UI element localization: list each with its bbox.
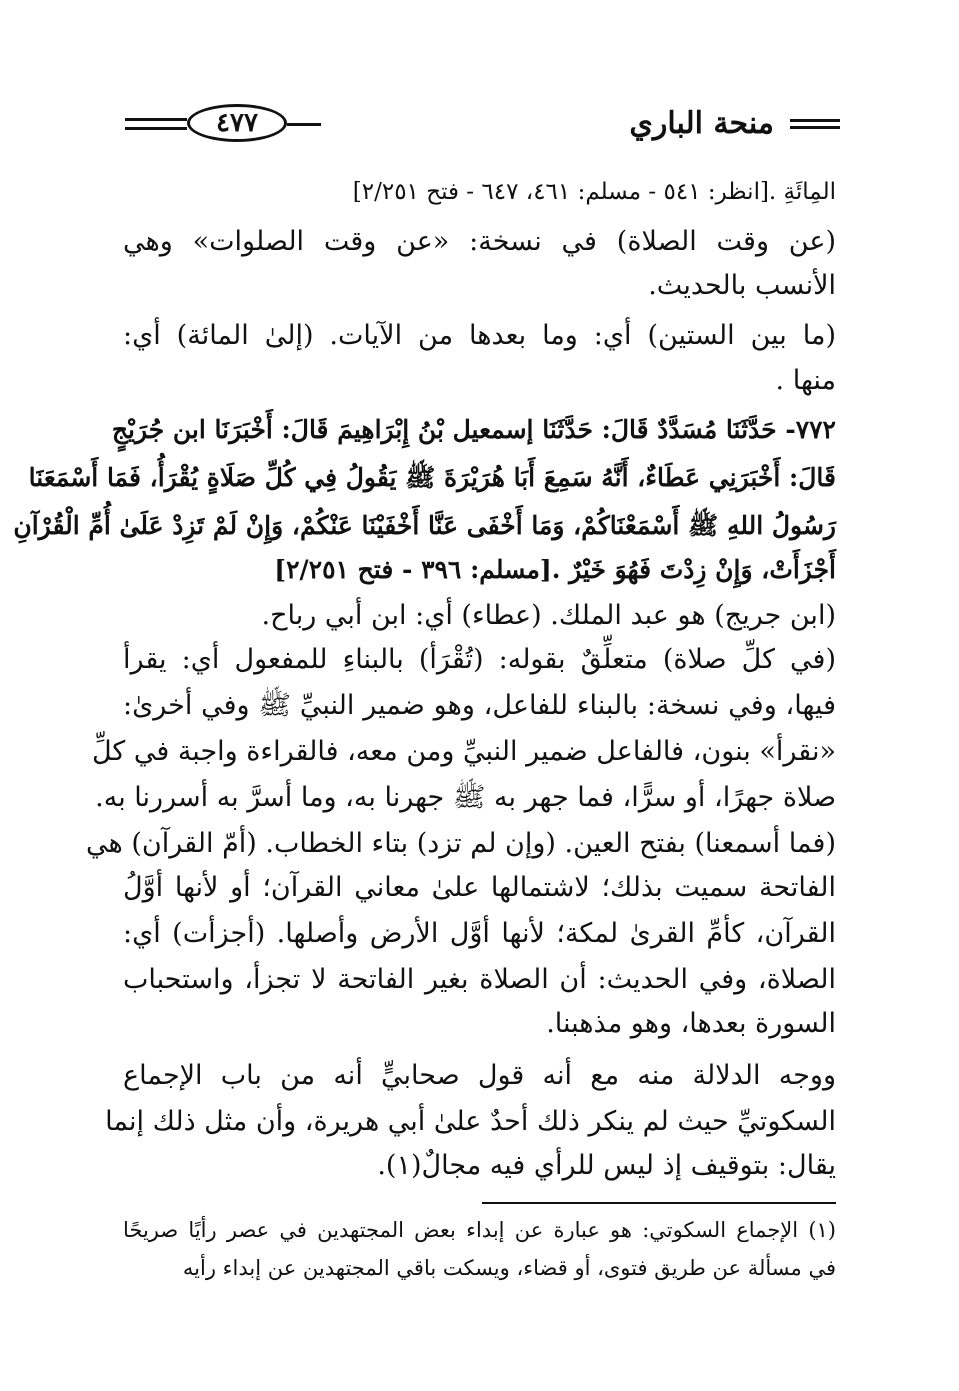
hadith-line: أَجْزَأَتْ، وَإِنْ زِدْتَ فَهُوَ خَيْرٌ .[مسلم: ٣٩٦ - فتح ٢/٢٥١] bbox=[274, 555, 836, 584]
page-number: ٤٧٧ bbox=[216, 108, 258, 138]
hadith-line: رَسُولُ اللهِ ﷺ أَسْمَعْنَاكُمْ، وَمَا أَخْفَى عَنَّا أَخْفَيْنَا عَنْكُمْ، وَإِنْ لَمْ تَزِدْ عَلَىٰ أُمِّ الْقُرْآنِ bbox=[13, 511, 836, 540]
header-rule-connector bbox=[287, 123, 321, 126]
body-line: (ما بين الستين) أي: وما بعدها من الآيات. (إلىٰ المائة) أي: bbox=[123, 320, 836, 351]
page-number-badge bbox=[187, 104, 287, 142]
body-line: فيها، وفي نسخة: بالبناء للفاعل، وهو ضمير النبيِّ ﷺ وفي أخرىٰ: bbox=[123, 690, 836, 721]
body-line: (عن وقت الصلاة) في نسخة: «عن وقت الصلوات» وهي bbox=[123, 226, 836, 257]
page-header bbox=[125, 104, 840, 150]
body-line: السورة بعدها، وهو مذهبنا. bbox=[546, 1008, 836, 1039]
body-line: الصلاة، وفي الحديث: أن الصلاة بغير الفاتحة لا تجزأ، واستحباب bbox=[123, 964, 836, 995]
footnote-line: (١) الإجماع السكوتي: هو عبارة عن إبداء بعض المجتهدين في عصر رأيًا صريحًا bbox=[123, 1218, 836, 1242]
body-line: يقال: بتوقيف إذ ليس للرأي فيه مجالٌ(١). bbox=[377, 1150, 836, 1181]
footnote-line: في مسألة عن طريق فتوى، أو قضاء، ويسكت باقي المجتهدين عن إبداء رأيه bbox=[182, 1256, 836, 1280]
header-rule-right bbox=[790, 119, 840, 129]
body-line: (ابن جريج) هو عبد الملك. (عطاء) أي: ابن أبي رباح. bbox=[261, 600, 836, 631]
body-line: (فما أسمعنا) بفتح العين. (وإن لم تزد) بتاء الخطاب. (أمّ القرآن) هي bbox=[86, 828, 836, 859]
body-line: صلاة جهرًا، أو سرًّا، فما جهر به ﷺ جهرنا به، وما أسرَّ به أسررنا به. bbox=[95, 782, 836, 813]
body-line: الفاتحة سميت بذلك؛ لاشتمالها علىٰ معاني القرآن؛ أو لأنها أوَّلُ bbox=[123, 872, 836, 903]
running-title: منحة الباري bbox=[629, 106, 774, 141]
body-line: القرآن، كأمِّ القرىٰ لمكة؛ لأنها أوَّل الأرض وأصلها. (أجزأت) أي: bbox=[123, 918, 836, 949]
body-line: «نقرأ» بنون، فالفاعل ضمير النبيِّ ومن معه، فالقراءة واجبة في كلِّ bbox=[91, 736, 836, 767]
hadith-line: ٧٧٢- حَدَّثَنَا مُسَدَّدٌ قَالَ: حَدَّثَنَا إسمعيل بْنُ إِبْرَاهِيمَ قَالَ: أَخْبَرَنَا ابن جُرَيْجٍ bbox=[111, 415, 836, 444]
body-line: الأنسب بالحديث. bbox=[648, 270, 836, 301]
header-rule-left bbox=[125, 118, 187, 130]
hadith-line: قَالَ: أَخْبَرَنِي عَطَاءٌ، أَنَّهُ سَمِعَ أَبَا هُرَيْرَةَ ﷺ يَقُولُ فِي كُلِّ صَلَاةٍ يُقْرَأُ، فَمَا أَسْمَعَنَا bbox=[28, 463, 836, 492]
footnote-separator bbox=[482, 1202, 836, 1204]
body-line: (في كلِّ صلاة) متعلِّقٌ بقوله: (تُقْرَأ) بالبناءِ للمفعول أي: يقرأ bbox=[123, 644, 836, 675]
body-line: ووجه الدلالة منه مع أنه قول صحابيٍّ أنه من باب الإجماع bbox=[123, 1060, 836, 1091]
reference-line: المِائَةِ .[انظر: ٥٤١ - مسلم: ٤٦١، ٦٤٧ - فتح ٢/٢٥١] bbox=[352, 179, 836, 205]
body-line: السكوتيِّ حيث لم ينكر ذلك أحدٌ علىٰ أبي هريرة، وأن مثل ذلك إنما bbox=[105, 1106, 836, 1137]
body-line: منها . bbox=[775, 365, 836, 396]
